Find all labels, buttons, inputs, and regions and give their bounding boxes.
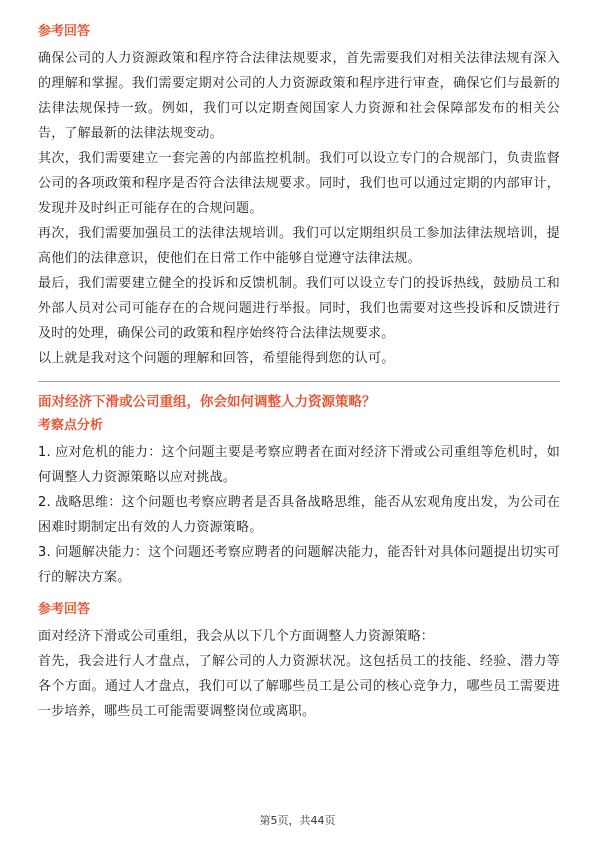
analysis-heading: 考察点分析 bbox=[38, 418, 104, 433]
question-title: 面对经济下滑或公司重组，你会如何调整人力资源策略？ bbox=[38, 394, 376, 410]
answer-paragraph: 以上就是我对这个问题的理解和回答，希望能得到您的认可。 bbox=[38, 351, 395, 366]
analysis-item: 2. 战略思维：这个问题也考察应聘者是否具备战略思维，能否从宏观角度出发，为公司在困难时期制定出有效的人力资源策略。 bbox=[38, 495, 560, 535]
analysis-item: 1. 应对危机的能力：这个问题主要是考察应聘者在面对经济下滑或公司重组等危机时，如何调整人力资源策略以应对挑战。 bbox=[38, 445, 560, 485]
answer-paragraph: 面对经济下滑或公司重组，我会从以下几个方面调整人力资源策略： bbox=[38, 629, 435, 644]
answer-paragraph: 最后，我们需要建立健全的投诉和反馈机制。我们可以设立专门的投诉热线，鼓励员工和外部人员对公司可能存在的合规问题进行举报。同时，我们也需要对这些投诉和反馈进行及时的处理，确保公司的政策和程序始终符合法律法规要求。 bbox=[38, 276, 560, 341]
reference-answer-heading: 参考回答 bbox=[38, 602, 91, 617]
answer-paragraph: 首先，我会进行人才盘点，了解公司的人力资源状况。这包括员工的技能、经验、潜力等各个方面。通过人才盘点，我们可以了解哪些员工是公司的核心竞争力，哪些员工需要进一步培养，哪些员工可能需要调整岗位或离职。 bbox=[38, 654, 560, 719]
analysis-item: 3. 问题解决能力：这个问题还考察应聘者的问题解决能力，能否针对具体问题提出切实可行的解决方案。 bbox=[38, 545, 560, 585]
answer-paragraph: 确保公司的人力资源政策和程序符合法律法规要求，首先需要我们对相关法律法规有深入的理解和掌握。我们需要定期对公司的人力资源政策和程序进行审查，确保它们与最新的法律法规保持一致。例如，我们可以定期查阅国家人力资源和社会保障部发布的相关公告，了解最新的法律法规变动。 bbox=[38, 51, 560, 141]
reference-answer-heading: 参考回答 bbox=[38, 24, 91, 39]
document-page bbox=[38, 22, 560, 724]
answer-paragraph: 再次，我们需要加强员工的法律法规培训。我们可以定期组织员工参加法律法规培训，提高他们的法律意识，使他们在日常工作中能够自觉遵守法律法规。 bbox=[38, 226, 560, 266]
page-number: 第5页，共44页 bbox=[259, 814, 336, 827]
answer-paragraph: 其次，我们需要建立一套完善的内部监控机制。我们可以设立专门的合规部门，负责监督公司的各项政策和程序是否符合法律法规要求。同时，我们也可以通过定期的内部审计，发现并及时纠正可能存在的合规问题。 bbox=[38, 151, 560, 216]
section-divider bbox=[38, 381, 560, 382]
